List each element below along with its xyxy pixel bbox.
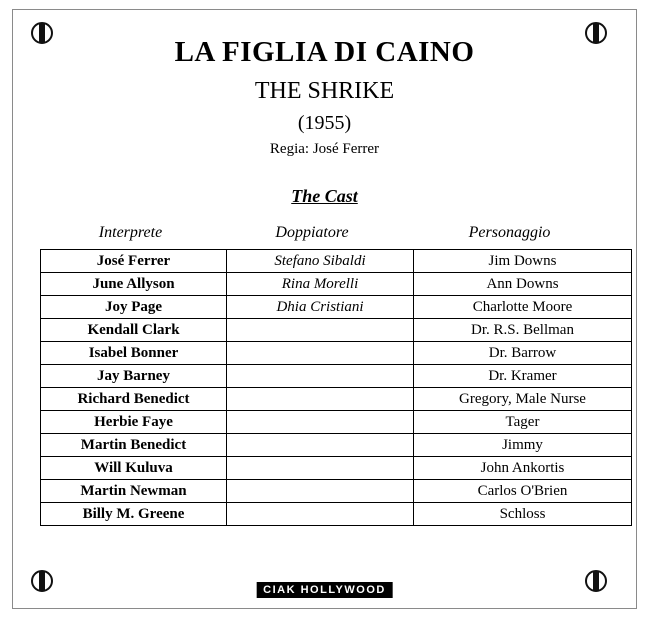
cell-interprete: June Allyson xyxy=(41,273,227,296)
cell-interprete: Billy M. Greene xyxy=(41,503,227,526)
table-row xyxy=(41,319,632,342)
ciak-hollywood-logo: CIAK HOLLYWOOD xyxy=(256,582,393,598)
table-row xyxy=(41,388,632,411)
cell-doppiatore xyxy=(227,411,414,434)
cell-personaggio: Carlos O'Brien xyxy=(414,480,632,503)
cell-personaggio: Jim Downs xyxy=(414,250,632,273)
cell-personaggio: Charlotte Moore xyxy=(414,296,632,319)
cell-personaggio: Schloss xyxy=(414,503,632,526)
cell-doppiatore xyxy=(227,342,414,365)
cell-interprete: Martin Benedict xyxy=(41,434,227,457)
table-row xyxy=(41,342,632,365)
table-row xyxy=(41,296,632,319)
screw-icon-bottom-left xyxy=(31,570,53,592)
cell-interprete: Jay Barney xyxy=(41,365,227,388)
column-header-interprete: Interprete xyxy=(98,224,163,241)
table-column-headers xyxy=(40,224,616,242)
document-sheet xyxy=(12,9,637,609)
table-row xyxy=(41,273,632,296)
cell-personaggio: Dr. Kramer xyxy=(414,365,632,388)
cell-doppiatore: Dhia Cristiani xyxy=(227,296,414,319)
screw-icon-bottom-right xyxy=(585,570,607,592)
cell-doppiatore xyxy=(227,457,414,480)
table-row xyxy=(41,457,632,480)
cell-doppiatore: Rina Morelli xyxy=(227,273,414,296)
cell-doppiatore: Stefano Sibaldi xyxy=(227,250,414,273)
cell-doppiatore xyxy=(227,434,414,457)
release-year: (1955) xyxy=(297,112,352,134)
table-row xyxy=(41,503,632,526)
cell-interprete: Martin Newman xyxy=(41,480,227,503)
table-row xyxy=(41,411,632,434)
cell-personaggio: John Ankortis xyxy=(414,457,632,480)
cell-interprete: Richard Benedict xyxy=(41,388,227,411)
director-credit: Regia: José Ferrer xyxy=(269,141,380,157)
cell-doppiatore xyxy=(227,365,414,388)
cell-interprete: José Ferrer xyxy=(41,250,227,273)
cell-personaggio: Dr. R.S. Bellman xyxy=(414,319,632,342)
cell-interprete: Herbie Faye xyxy=(41,411,227,434)
cell-interprete: Joy Page xyxy=(41,296,227,319)
cell-personaggio: Dr. Barrow xyxy=(414,342,632,365)
cell-doppiatore xyxy=(227,480,414,503)
document-content xyxy=(13,36,636,526)
cell-personaggio: Gregory, Male Nurse xyxy=(414,388,632,411)
column-header-personaggio: Personaggio xyxy=(468,224,551,241)
original-title: THE SHRIKE xyxy=(254,78,395,104)
cell-interprete: Kendall Clark xyxy=(41,319,227,342)
cell-personaggio: Ann Downs xyxy=(414,273,632,296)
screw-icon-top-left xyxy=(31,22,53,44)
table-row xyxy=(41,365,632,388)
cell-personaggio: Jimmy xyxy=(414,434,632,457)
cell-doppiatore xyxy=(227,503,414,526)
cast-heading: The Cast xyxy=(291,186,358,206)
cell-doppiatore xyxy=(227,388,414,411)
cell-personaggio: Tager xyxy=(414,411,632,434)
cell-interprete: Isabel Bonner xyxy=(41,342,227,365)
cast-table xyxy=(40,249,632,526)
cell-doppiatore xyxy=(227,319,414,342)
page-title: LA FIGLIA DI CAINO xyxy=(174,36,475,68)
table-row xyxy=(41,250,632,273)
cast-table-body xyxy=(41,250,632,526)
cell-interprete: Will Kuluva xyxy=(41,457,227,480)
table-row xyxy=(41,434,632,457)
column-header-doppiatore: Doppiatore xyxy=(275,224,349,241)
screw-icon-top-right xyxy=(585,22,607,44)
table-row xyxy=(41,480,632,503)
